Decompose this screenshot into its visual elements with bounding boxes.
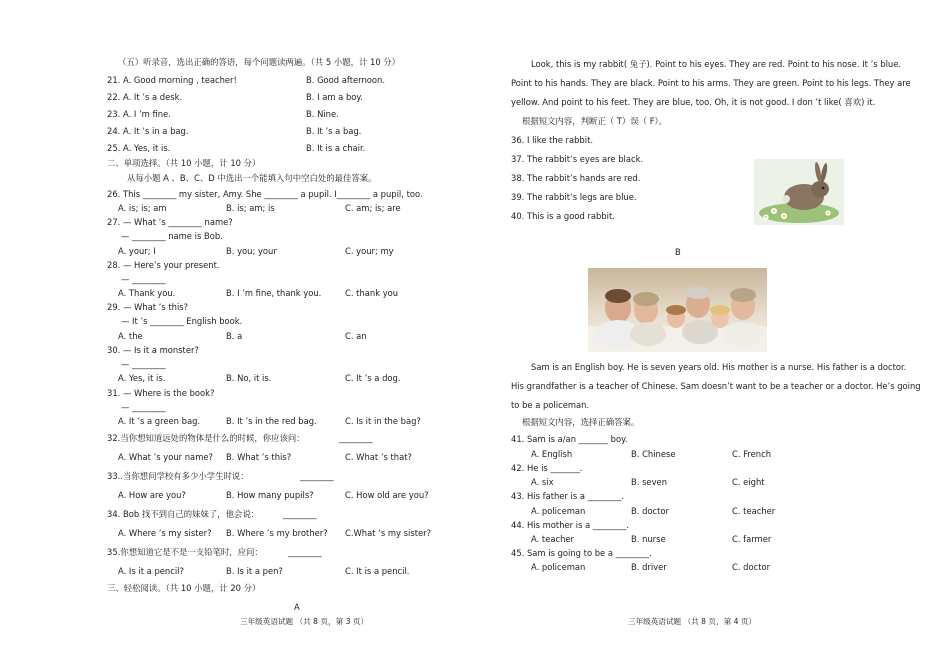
q34-stem: 34. Bob 找不到自己的妹妹了，他会说：	[107, 509, 260, 519]
q43-option-b: B. doctor	[631, 506, 669, 516]
q35-stem: 35.你想知道它是不是一支铅笔时，应问：	[107, 547, 263, 557]
q29-line2: — It ’s ________ English book.	[121, 316, 243, 326]
passage-a-line2: Point to his hands. They are black. Point to his arms. They are green. Point to his legs. They are	[511, 78, 911, 88]
q45-stem: 45. Sam is going to be a ________.	[511, 548, 652, 558]
q28-line1: 28. — Here’s your present.	[107, 260, 220, 270]
q24-option-a: 24. A. It ’s in a bag.	[107, 126, 189, 136]
q26-option-a: A. is; is; am	[118, 203, 167, 213]
q27-option-c: C. your; my	[345, 246, 394, 256]
q27-line1: 27. — What ’s ________ name?	[107, 217, 233, 227]
q28-option-c: C. thank you	[345, 288, 399, 298]
q28-option-b: B. I ’m fine, thank you.	[226, 288, 322, 298]
q26-stem: 26. This ________ my sister, Amy. She ________ a pupil. I________ a pupil, too.	[107, 189, 423, 199]
tf-question-39: 39. The rabbit’s legs are blue.	[511, 192, 637, 202]
q32-option-b: B. What ’s this?	[226, 452, 292, 462]
q45-option-c: C. doctor	[732, 562, 771, 572]
q22-option-b: B. I am a boy.	[306, 92, 363, 102]
q32-blank: ________	[339, 433, 373, 443]
q25-option-a: 25. A. Yes, it is.	[107, 143, 171, 153]
q33-blank: ________	[300, 471, 334, 481]
q29-option-c: C. an	[345, 331, 367, 341]
q41-option-b: B. Chinese	[631, 449, 676, 459]
q43-stem: 43. His father is a ________.	[511, 491, 624, 501]
q42-option-c: C. eight	[732, 477, 765, 487]
q41-option-a: A. English	[531, 449, 573, 459]
tf-question-37: 37. The rabbit’s eyes are black.	[511, 154, 644, 164]
q30-line2: — ________	[121, 359, 166, 369]
left-page-footer: 三年级英语试题 （共 8 页，第 3 页）	[240, 617, 369, 626]
q28-line2: — ________	[121, 274, 166, 284]
instruction-a: 根据短文内容，判断正（ T）误（ F）。	[522, 116, 668, 126]
section3-header: 三、轻松阅读。（共 10 小题，计 20 分）	[107, 583, 261, 593]
q23-option-a: 23. A. I ’m fine.	[107, 109, 171, 119]
q33-option-a: A. How are you?	[118, 490, 186, 500]
passage-a-line1: Look, this is my rabbit( 兔子). Point to his eyes. They are red. Point to his nose. It ’s blue.	[531, 59, 902, 69]
q32-stem: 32.当你想知道远处的物体是什么的时候，你应该问：	[107, 433, 305, 443]
q31-option-a: A. It ’s a green bag.	[118, 416, 201, 426]
q33-option-c: C. How old are you?	[345, 490, 429, 500]
passage-b-line1: Sam is an English boy. He is seven years old. His mother is a nurse. His father is a doctor.	[531, 362, 907, 372]
q34-blank: ________	[283, 509, 317, 519]
tf-question-38: 38. The rabbit’s hands are red.	[511, 173, 641, 183]
passage-b-line3: to be a policeman.	[511, 400, 590, 410]
section-b-label: B	[675, 247, 681, 257]
q27-option-a: A. your; I	[118, 246, 156, 256]
section2-header: 二、单项选择。（共 10 小题，计 10 分）	[107, 158, 261, 168]
q34-option-a: A. Where ’s my sister?	[118, 528, 212, 538]
q43-option-c: C. teacher	[732, 506, 776, 516]
q21-option-a: 21. A. Good morning , teacher!	[107, 75, 237, 85]
section5-header: （五）听录音，选出正确的答语，每个问题读两遍。（共 5 小题，计 10 分）	[118, 57, 401, 67]
q28-option-a: A. Thank you.	[118, 288, 176, 298]
q32-option-a: A. What ’s your name?	[118, 452, 213, 462]
q45-option-a: A. policeman	[531, 562, 586, 572]
q34-option-b: B. Where ’s my brother?	[226, 528, 328, 538]
q29-line1: 29. — What ’s this?	[107, 302, 189, 312]
q30-option-b: B. No, it is.	[226, 373, 272, 383]
q26-option-b: B. is; am; is	[226, 203, 275, 213]
right-page-footer: 三年级英语试题 （共 8 页，第 4 页）	[628, 617, 757, 626]
q44-stem: 44. His mother is a ________.	[511, 520, 630, 530]
family-image	[588, 268, 767, 352]
q24-option-b: B. It ’s a bag.	[306, 126, 362, 136]
q30-option-a: A. Yes, it is.	[118, 373, 166, 383]
q44-option-b: B. nurse	[631, 534, 666, 544]
q31-option-c: C. Is it in the bag?	[345, 416, 421, 426]
q34-option-c: C.What ’s my sister?	[345, 528, 432, 538]
q25-option-b: B. It is a chair.	[306, 143, 366, 153]
q30-option-c: C. It ’s a dog.	[345, 373, 401, 383]
q41-option-c: C. French	[732, 449, 772, 459]
instruction-b: 根据短文内容，选择正确答案。	[522, 417, 640, 427]
q35-option-a: A. Is it a pencil?	[118, 566, 184, 576]
tf-question-36: 36. I like the rabbit.	[511, 135, 594, 145]
q44-option-a: A. teacher	[531, 534, 574, 544]
q23-option-b: B. Nine.	[306, 109, 339, 119]
q35-option-b: B. Is it a pen?	[226, 566, 283, 576]
q33-option-b: B. How many pupils?	[226, 490, 314, 500]
q32-option-c: C. What ’s that?	[345, 452, 412, 462]
passage-a-line3: yellow. And point to his feet. They are blue, too. Oh, it is not good. I don ’t like( 喜欢) it.	[511, 97, 876, 107]
q41-stem: 41. Sam is a/an _______ boy.	[511, 434, 628, 444]
q43-option-a: A. policeman	[531, 506, 586, 516]
q29-option-b: B. a	[226, 331, 243, 341]
rabbit-image	[754, 159, 844, 225]
q29-option-a: A. the	[118, 331, 143, 341]
q30-line1: 30. — Is it a monster?	[107, 345, 199, 355]
q27-option-b: B. you; your	[226, 246, 277, 256]
q21-option-b: B. Good afternoon.	[306, 75, 385, 85]
q45-option-b: B. driver	[631, 562, 667, 572]
passage-b-line2: His grandfather is a teacher of Chinese. Sam doesn’t want to be a teacher or a doctor. He’s going	[511, 381, 921, 391]
section-a-label: A	[294, 602, 300, 612]
q22-option-a: 22. A. It ’s a desk.	[107, 92, 183, 102]
q35-blank: ________	[288, 547, 322, 557]
q44-option-c: C. farmer	[732, 534, 772, 544]
q35-option-c: C. It is a pencil.	[345, 566, 410, 576]
tf-question-40: 40. This is a good rabbit.	[511, 211, 615, 221]
q33-stem: 33..当你想问学校有多少小学生时说：	[107, 471, 249, 481]
q42-stem: 42. He is _______.	[511, 463, 583, 473]
section2-instruction: 从每小题 A 、B、C、D 中选出一个能填入句中空白处的最佳答案。	[127, 173, 377, 183]
q42-option-a: A. six	[531, 477, 554, 487]
q42-option-b: B. seven	[631, 477, 668, 487]
q31-option-b: B. It ’s in the red bag.	[226, 416, 317, 426]
q31-line1: 31. — Where is the book?	[107, 388, 215, 398]
q27-line2: — ________ name is Bob.	[121, 231, 223, 241]
q31-line2: — ________	[121, 402, 166, 412]
q26-option-c: C. am; is; are	[345, 203, 401, 213]
